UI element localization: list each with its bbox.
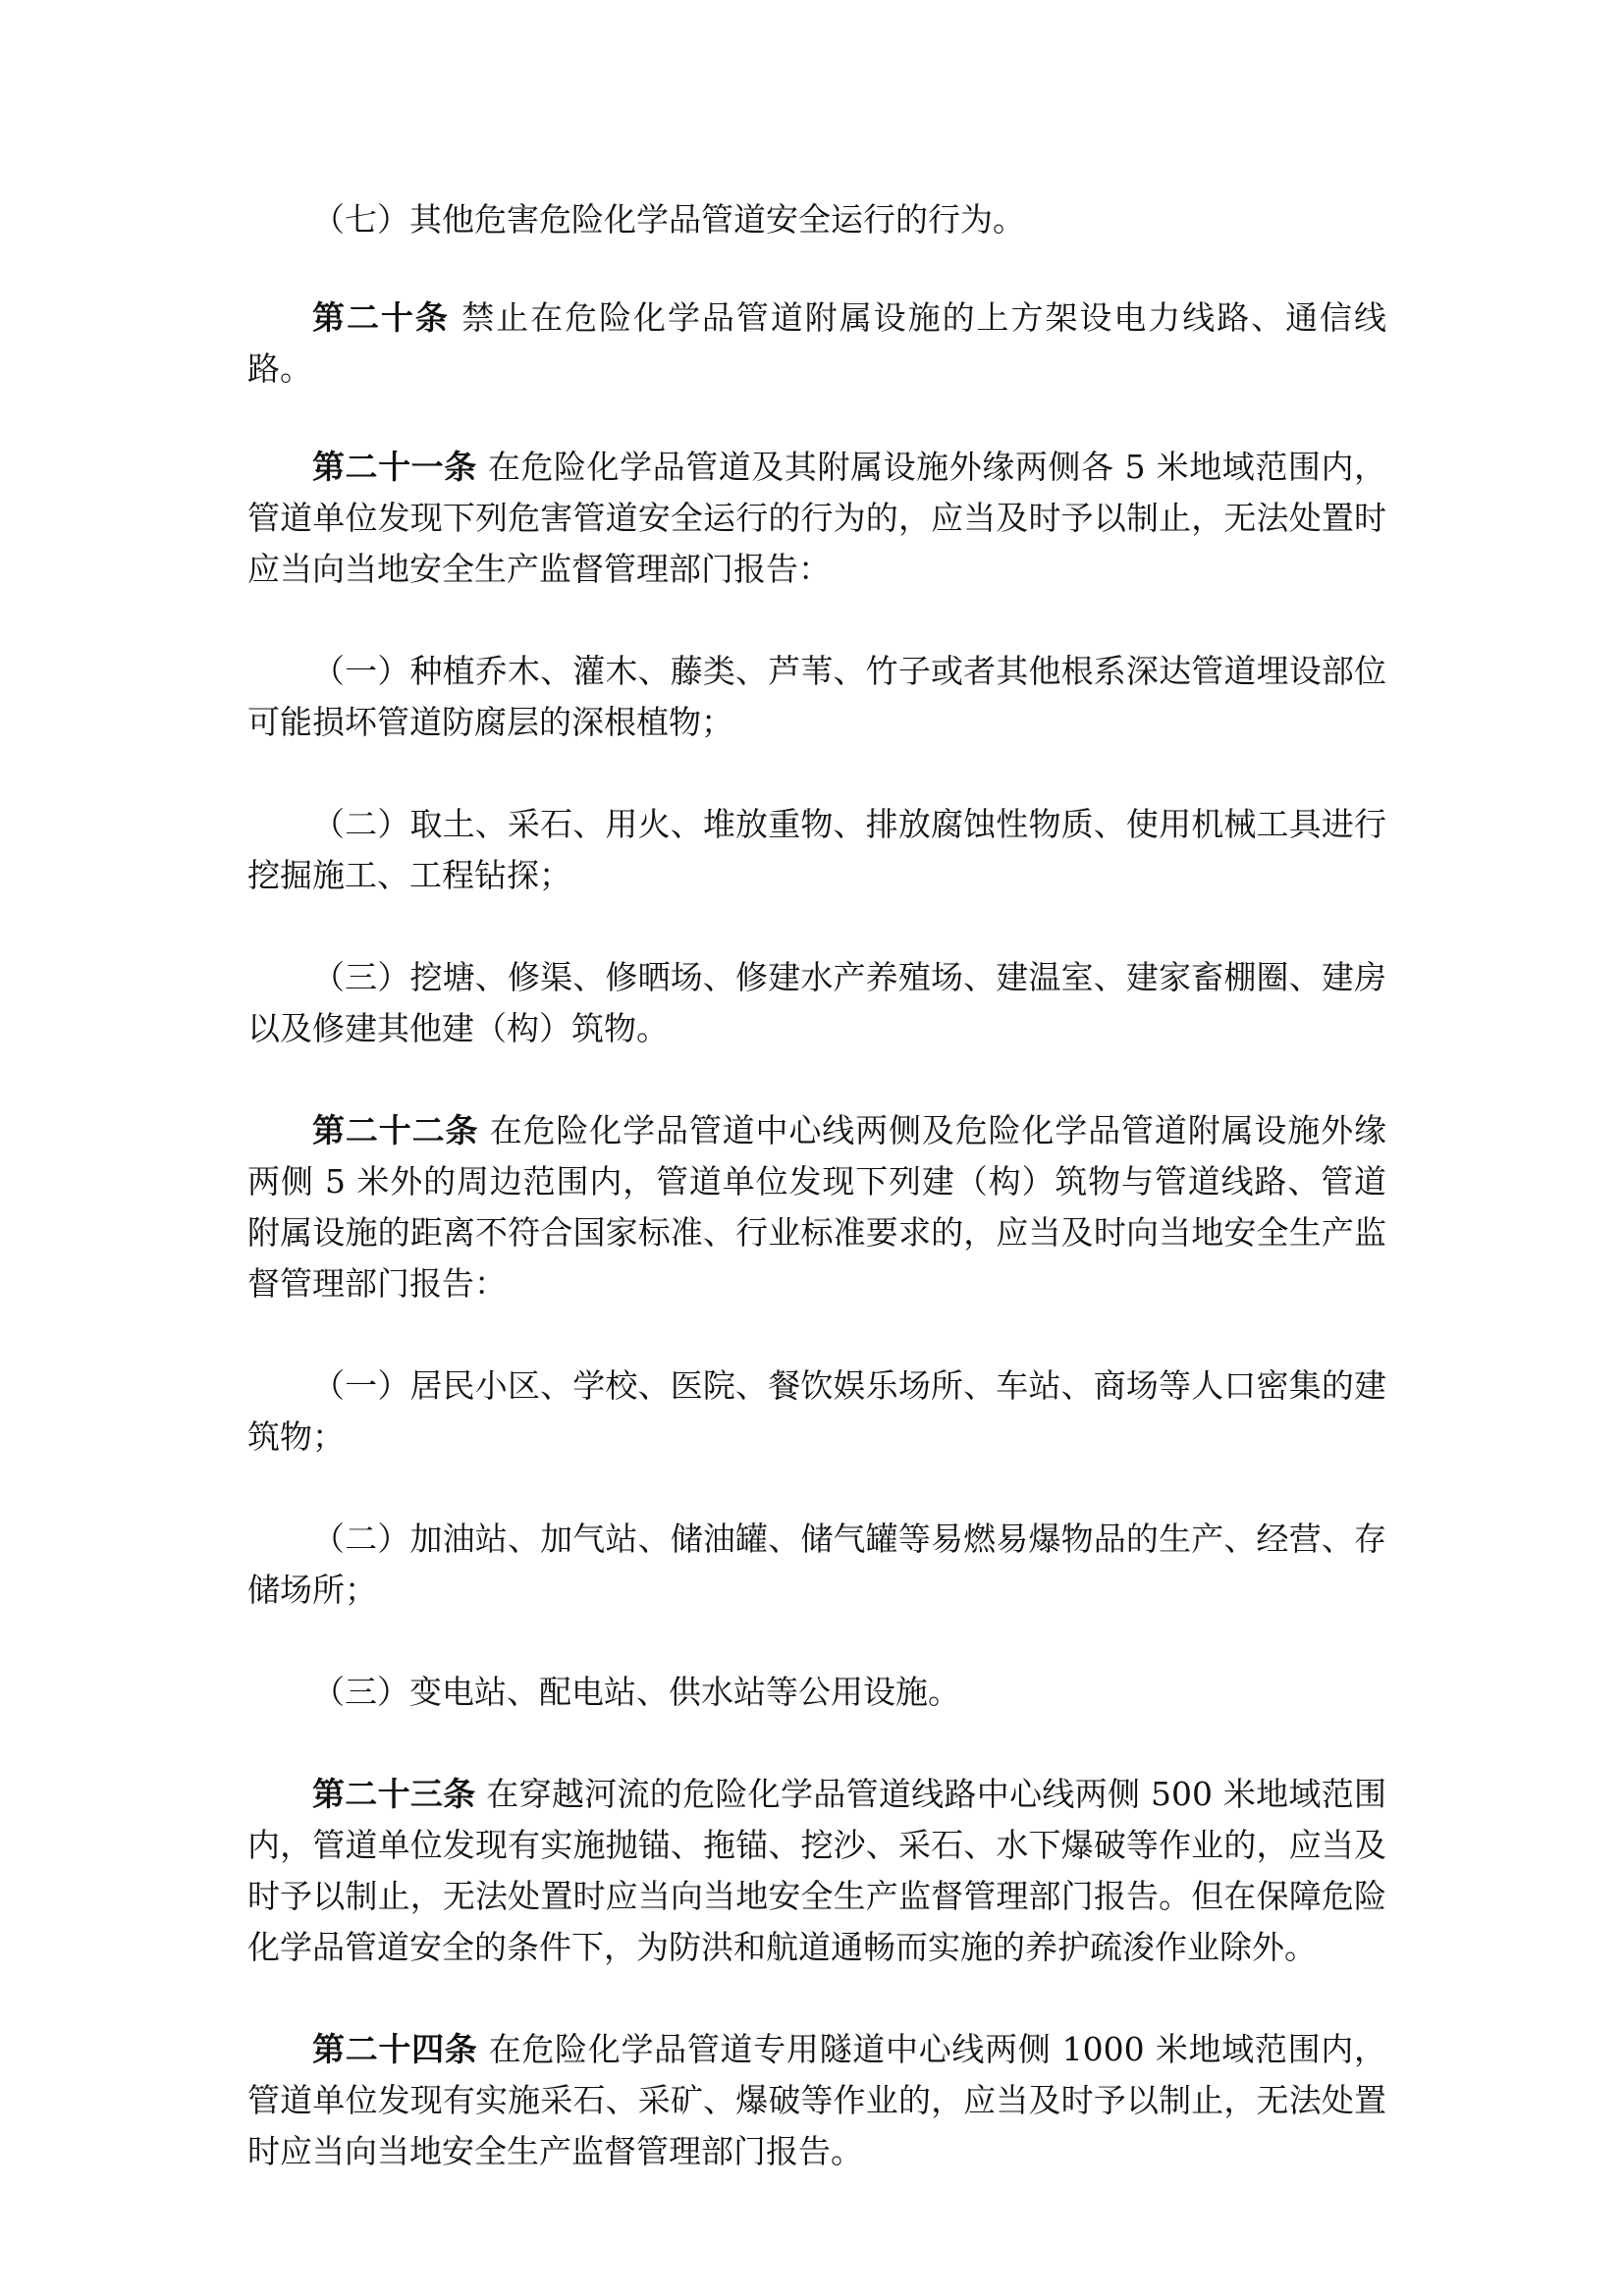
article-text: 在危险化学品管道中心线两侧及危险化学品管道附属设施外缘两侧 5 米外的周边范围内，管道单位发现下列建（构）筑物与管道线路、管道附属设施的距离不符合国家标准、行业标准要求的，应当及时向当地安全生产监督管理部门报告： bbox=[247, 1111, 1386, 1303]
article-23 bbox=[247, 1769, 1386, 1973]
article-text: 禁止在危险化学品管道附属设施的上方架设电力线路、通信线路。 bbox=[247, 298, 1387, 388]
document-page bbox=[247, 194, 1386, 2177]
paragraph-text: （一）种植乔木、灌木、藤类、芦苇、竹子或者其他根系深达管道埋设部位可能损坏管道防腐层的深根植物； bbox=[247, 652, 1386, 741]
article-number: 第二十三条 bbox=[312, 1775, 476, 1813]
paragraph-item-7 bbox=[247, 194, 1386, 245]
paragraph-item-1 bbox=[247, 1361, 1386, 1463]
paragraph-item-1 bbox=[247, 646, 1386, 748]
article-number: 第二十二条 bbox=[312, 1111, 479, 1149]
paragraph-item-3 bbox=[247, 952, 1386, 1054]
article-22 bbox=[247, 1105, 1386, 1309]
paragraph-text: （三）变电站、配电站、供水站等公用设施。 bbox=[312, 1673, 960, 1711]
paragraph-item-2 bbox=[247, 799, 1386, 901]
article-number: 第二十四条 bbox=[312, 2030, 478, 2068]
article-text: 在危险化学品管道及其附属设施外缘两侧各 5 米地域范围内，管道单位发现下列危害管道安全运行的行为的，应当及时予以制止，无法处置时应当向当地安全生产监督管理部门报告： bbox=[247, 448, 1386, 588]
article-21 bbox=[247, 442, 1386, 595]
paragraph-text: （二）加油站、加气站、储油罐、储气罐等易燃易爆物品的生产、经营、存储场所； bbox=[247, 1520, 1386, 1609]
paragraph-text: （七）其他危害危险化学品管道安全运行的行为。 bbox=[312, 200, 1025, 239]
paragraph-text: （三）挖塘、修渠、修晒场、修建水产养殖场、建温室、建家畜棚圈、建房以及修建其他建（构）筑物。 bbox=[247, 958, 1386, 1047]
article-24 bbox=[247, 2024, 1386, 2177]
article-text: 在穿越河流的危险化学品管道线路中心线两侧 500 米地域范围内，管道单位发现有实施抛锚、拖锚、挖沙、采石、水下爆破等作业的，应当及时予以制止，无法处置时应当向当地安全生产监督管理部门报告。但在保障危险化学品管道安全的条件下，为防洪和航道通畅而实施的养护疏浚作业除外。 bbox=[247, 1775, 1387, 1966]
paragraph-item-3 bbox=[247, 1667, 1386, 1718]
article-number: 第二十条 bbox=[312, 298, 450, 337]
paragraph-text: （二）取土、采石、用火、堆放重物、排放腐蚀性物质、使用机械工具进行挖掘施工、工程钻探； bbox=[247, 805, 1386, 894]
paragraph-text: （一）居民小区、学校、医院、餐饮娱乐场所、车站、商场等人口密集的建筑物； bbox=[247, 1366, 1386, 1456]
paragraph-item-2 bbox=[247, 1514, 1386, 1616]
article-20 bbox=[247, 293, 1386, 395]
article-text: 在危险化学品管道专用隧道中心线两侧 1000 米地域范围内，管道单位发现有实施采石、采矿、爆破等作业的，应当及时予以制止，无法处置时应当向当地安全生产监督管理部门报告。 bbox=[247, 2030, 1386, 2170]
article-number: 第二十一条 bbox=[312, 448, 477, 486]
